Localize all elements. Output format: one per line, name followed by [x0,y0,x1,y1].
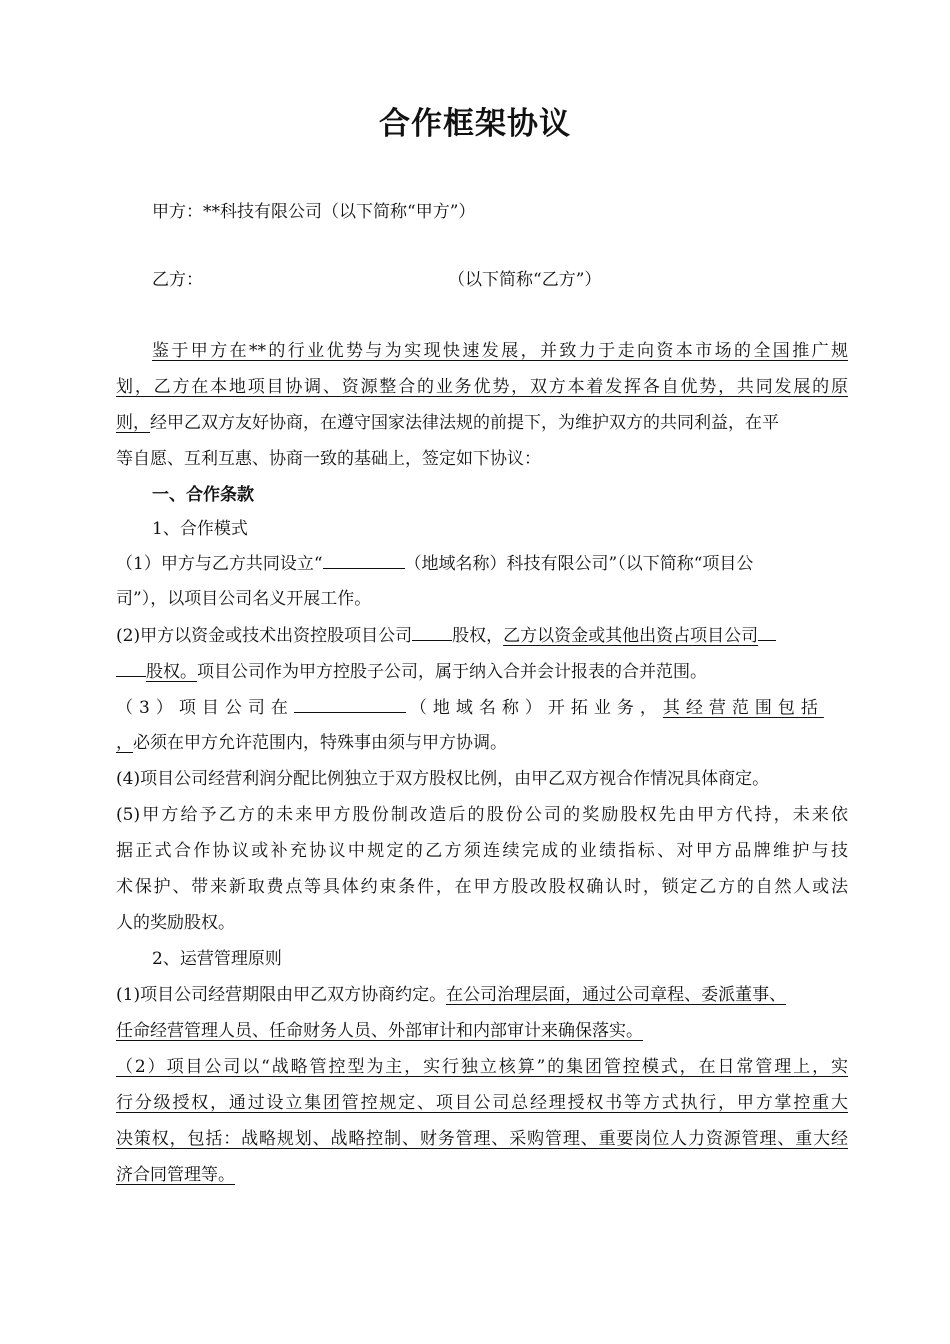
mgmt-2-line-3: 决策权，包括：战略规划、战略控制、财务管理、采购管理、重要岗位人力资源管理、重大经 [116,1129,848,1149]
blank-region-name [323,550,405,569]
preamble-line-3 [116,410,779,436]
clause-5-line-2: 据正式合作协议或补充协议中规定的乙方须连续完成的业绩指标、对甲方品牌维护与技 [116,841,848,861]
mgmt-1-line-2: 任命经营管理人员、任命财务人员、外部审计和内部审计来确保落实。 [116,1021,643,1041]
mgmt-2-line-2: 行分级授权，通过设立集团管控规定、项目公司总经理授权书等方式执行，甲方掌控重大 [116,1093,848,1113]
mgmt-1-line-1 [116,982,786,1008]
party-b-suffix: （以下简称“乙方”） [448,270,602,290]
clause-2-line-1 [116,622,776,649]
clause-2-text-c: 乙方以资金或其他出资占项目公司 [503,626,759,646]
clause-5-line-3: 术保护、带来新取费点等具体约束条件，在甲方股改股权确认时，锁定乙方的自然人或法 [116,877,848,897]
clause-2-text-a: (2)甲方以资金或技术出资控股项目公司 [116,626,413,646]
clause-3-line-1 [116,694,824,721]
section-heading-1: 一、合作条款 [152,485,254,505]
mgmt-2-line-1: （2）项目公司以“战略管控型为主，实行独立核算”的集团管控模式，在日常管理上，实 [116,1057,848,1077]
clause-2-line-2 [116,658,707,685]
clause-1-text-b: （地域名称）科技有限公司”（以下简称“项目公 [404,554,754,574]
party-a-line: 甲方：**科技有限公司（以下简称“甲方”） [152,202,476,222]
clause-2-text-d: 股权。 [146,662,197,682]
preamble-line-3-rest: 经甲乙双方友好协商，在遵守国家法律法规的前提下，为维护双方的共同利益，在平 [150,413,779,433]
blank-party-b-share-cont [116,658,146,677]
clause-3-text-c: 其经营范围包括 [662,698,824,718]
mgmt-2-line-4: 济合同管理等。 [116,1165,235,1185]
clause-5-line-1: (5)甲方给予乙方的未来甲方股份制改造后的股份公司的奖励股权先由甲方代持，未来依 [116,805,848,825]
subheading-operations: 2、运营管理原则 [152,949,282,969]
clause-3-text-b: （地域名称）开拓业务， [409,698,663,718]
blank-region-name-2 [294,694,406,713]
clause-5-line-4: 人的奖励股权。 [116,913,235,933]
preamble-underlined: 则， [116,413,150,433]
mgmt-1-text-b: 在公司治理层面，通过公司章程、委派董事、 [446,985,787,1005]
document-title: 合作框架协议 [379,106,571,142]
party-b-label: 乙方： [152,270,203,290]
preamble-line-1: 鉴于甲方在**的行业优势与为实现快速发展，并致力于走向资本市场的全国推广规 [152,341,848,361]
clause-3-text-a: （3）项目公司在 [116,698,294,718]
clause-1-line-1 [116,550,753,577]
blank-party-a-share [412,622,452,641]
clause-2-text-e: 项目公司作为甲方控股子公司，属于纳入合并会计报表的合并范围。 [197,662,707,682]
clause-1-line-2: 司”），以项目公司名义开展工作。 [116,589,372,609]
blank-party-b-share [758,622,776,641]
subheading-cooperation-mode: 1、合作模式 [152,519,248,539]
mgmt-1-text-a: (1)项目公司经营期限由甲乙双方协商约定。 [116,985,447,1005]
preamble-line-2: 划，乙方在本地项目协调、资源整合的业务优势，双方本着发挥各自优势，共同发展的原 [116,377,848,397]
clause-3-line-2 [116,730,507,756]
clause-2-text-b: 股权， [452,626,504,646]
clause-3-text-e: 必须在甲方允许范围内，特殊事由须与甲方协调。 [133,733,507,753]
preamble-line-4: 等自愿、互利互惠、协商一致的基础上，签定如下协议： [116,449,541,469]
clause-4: (4)项目公司经营利润分配比例独立于双方股权比例，由甲乙双方视合作情况具体商定。 [116,769,770,789]
clause-3-text-d: ， [116,733,133,753]
clause-1-text-a: （1）甲方与乙方共同设立“ [116,554,323,574]
